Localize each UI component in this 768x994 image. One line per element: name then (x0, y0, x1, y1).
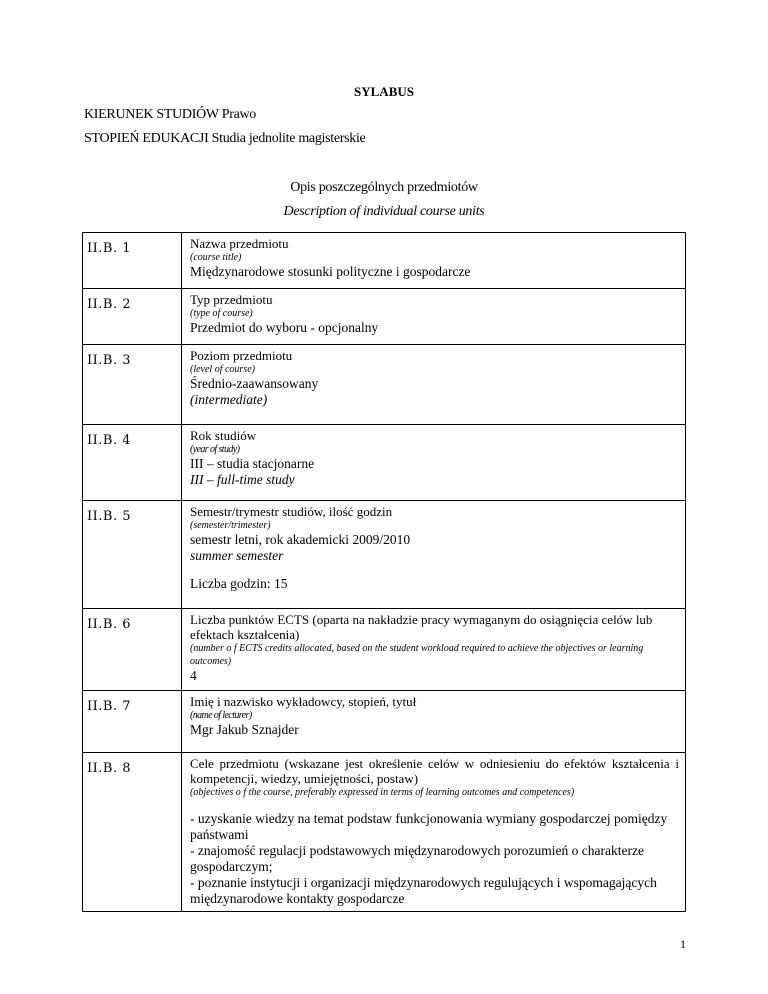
row-content (182, 289, 686, 345)
objective-item: - znajomość regulacji podstawowych międzynarodowych porozumień o charakterze gospodarczym; (190, 843, 644, 874)
row-content (182, 345, 686, 425)
table-row (83, 233, 686, 289)
subtitle-pl: Opis poszczególnych przedmiotów (290, 180, 478, 195)
row-label-en: (name of lecturer) (190, 710, 252, 721)
row-content (182, 753, 686, 912)
table-row (83, 501, 686, 609)
row-code: II.B. 5 (83, 501, 182, 609)
row-label: Liczba punktów ECTS (oparta na nakładzie pracy wymaganym do osiągnięcia celów lub efektach kształcenia) (190, 612, 653, 642)
row-label: Typ przedmiotu (190, 292, 273, 307)
row-code: II.B. 3 (83, 345, 182, 425)
row-label-en: (level of course) (190, 364, 255, 375)
table-row (83, 609, 686, 691)
table-row (83, 345, 686, 425)
row-value: semestr letni, rok akademicki 2009/2010 (190, 532, 411, 547)
row-code: II.B. 2 (83, 289, 182, 345)
row-content (182, 609, 686, 691)
hours-count: Liczba godzin: 15 (190, 576, 288, 591)
table-row (83, 425, 686, 501)
table-row (83, 289, 686, 345)
table-row (83, 691, 686, 753)
row-value: 4 (190, 668, 197, 683)
row-label-en: (number o f ECTS credits allocated, based on the student workload required to achieve the objectives or learning outcomes) (190, 643, 644, 667)
objective-item: - poznanie instytucji i organizacji międzynarodowych regulujących i wspomagających międzynarodowe kontakty gospodarcze (190, 875, 657, 906)
row-value: Średnio-zaawansowany (190, 376, 319, 391)
row-value: Międzynarodowe stosunki polityczne i gospodarcze (190, 264, 471, 279)
row-code: II.B. 1 (83, 233, 182, 289)
row-code: II.B. 8 (83, 753, 182, 912)
row-code: II.B. 7 (83, 691, 182, 753)
row-label-en: (objectives o f the course, preferably expressed in terms of learning outcomes and competences) (190, 787, 575, 798)
row-value-en: (intermediate) (190, 392, 268, 407)
row-label-en: (semester/trimester) (190, 520, 271, 531)
row-label: Imię i nazwisko wykładowcy, stopień, tytuł (190, 694, 417, 709)
syllabus-table (82, 232, 686, 912)
row-code: II.B. 6 (83, 609, 182, 691)
row-label-en: (type of course) (190, 308, 253, 319)
page-number: 1 (680, 937, 686, 951)
table-row (83, 753, 686, 912)
subtitle-en: Description of individual course units (283, 204, 485, 219)
row-label: Rok studiów (190, 428, 257, 443)
level-of-education: STOPIEŃ EDUKACJI Studia jednolite magisterskie (84, 131, 366, 146)
row-value: III – studia stacjonarne (190, 456, 315, 471)
row-content (182, 425, 686, 501)
objective-item: - uzyskanie wiedzy na temat podstaw funkcjonowania wymiany gospodarczej pomiędzy państwami (190, 811, 668, 842)
row-label: Nazwa przedmiotu (190, 236, 289, 251)
field-of-study: KIERUNEK STUDIÓW Prawo (84, 107, 257, 122)
row-label-en: (year of study) (190, 444, 240, 455)
row-content (182, 691, 686, 753)
row-content (182, 233, 686, 289)
row-content (182, 501, 686, 609)
row-value-en: III – full-time study (190, 472, 295, 487)
row-value: Mgr Jakub Sznajder (190, 722, 299, 737)
row-label: Cele przedmiotu (wskazane jest określenie celów w odniesieniu do efektów kształcenia i kompetencji, wiedzy, umiejętności, postaw) (190, 756, 679, 786)
row-label-en: (course title) (190, 252, 242, 263)
row-value-en: summer semester (190, 548, 284, 563)
page-title: SYLABUS (354, 84, 414, 99)
row-label: Semestr/trymestr studiów, ilość godzin (190, 504, 393, 519)
row-code: II.B. 4 (83, 425, 182, 501)
row-value: Przedmiot do wyboru - opcjonalny (190, 320, 379, 335)
row-label: Poziom przedmiotu (190, 348, 293, 363)
